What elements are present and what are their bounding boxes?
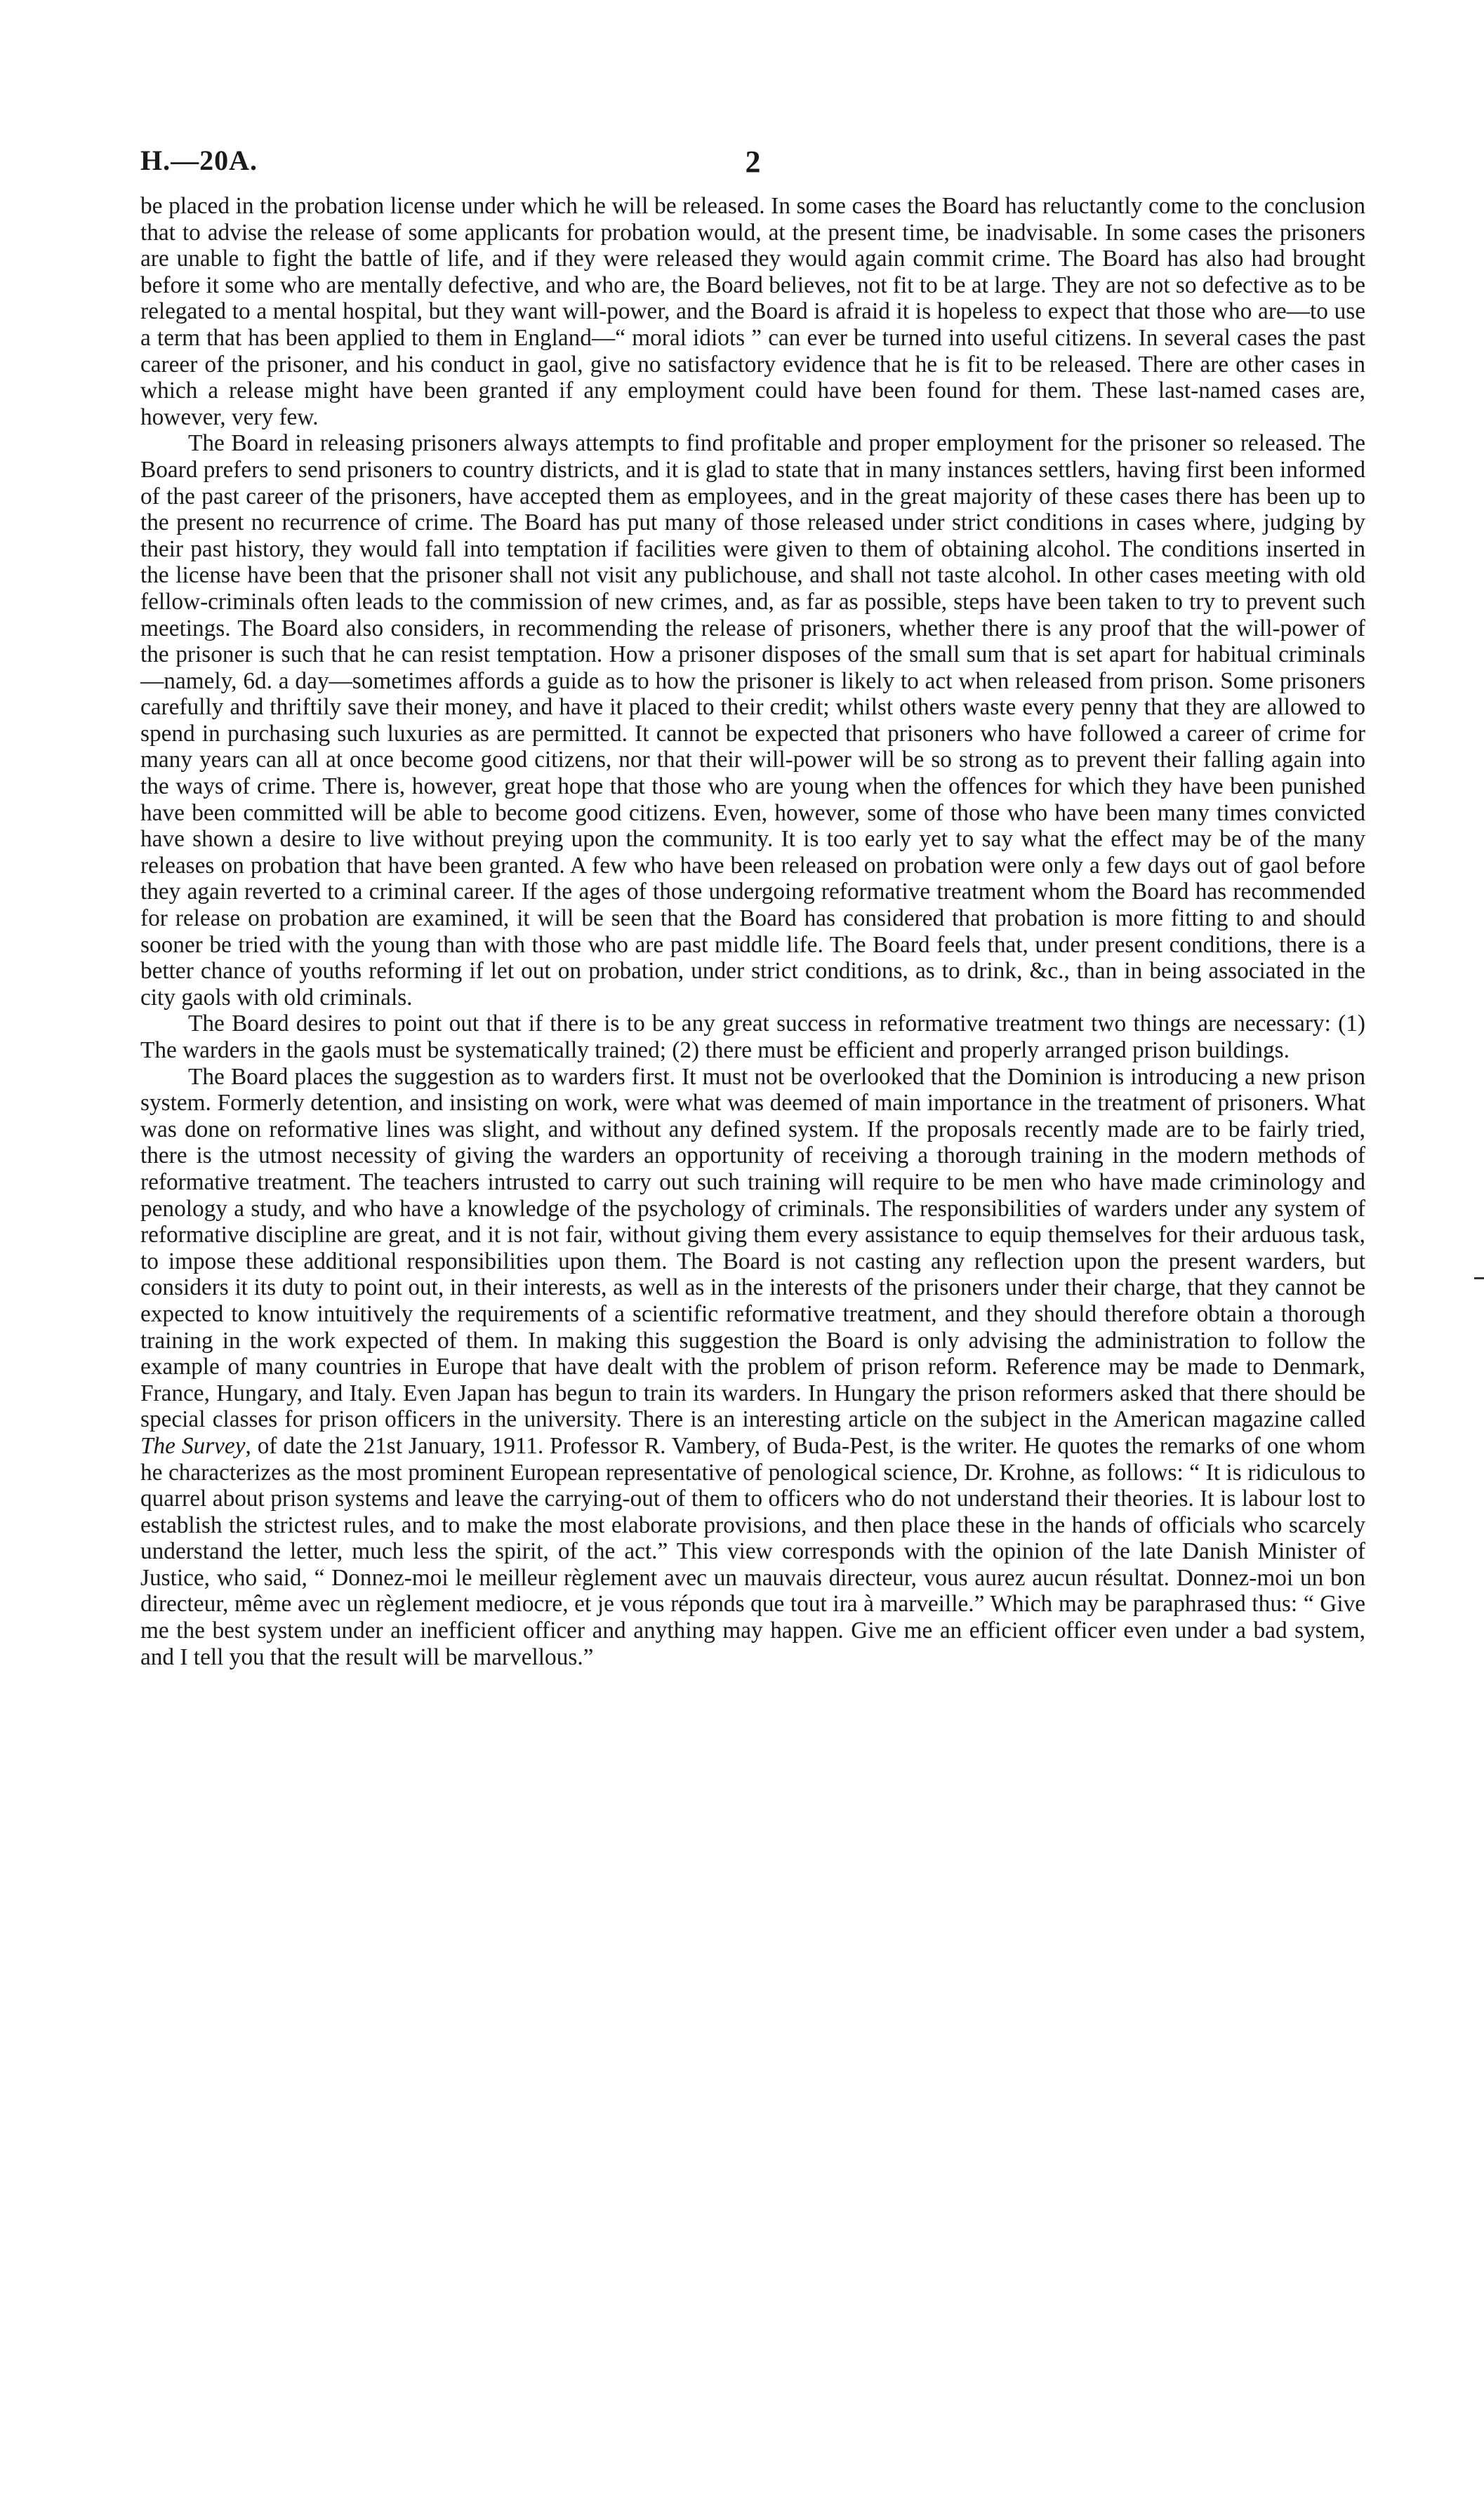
document-page [140, 144, 1365, 1670]
margin-dash-mark [1474, 1277, 1484, 1279]
paragraph-3: The Board desires to point out that if there is to be any great success in reformative treatment two things are necessary: (1) The warders in the gaols must be systematically trained; (2) there must be efficient and properly arranged prison buildings. [140, 1011, 1365, 1063]
page-number: 2 [745, 145, 761, 179]
magazine-title: The Survey [140, 1432, 246, 1459]
paragraph-2: The Board in releasing prisoners always attempts to find profitable and proper employment for the prisoner so released. The Board prefers to send prisoners to country districts, and it is glad to state that in many instances settlers, having first been informed of the past career of the prisoners, have accepted them as employees, and in the great majority of these cases there has been up to the present no recurrence of crime. The Board has put many of those released under strict conditions in cases where, judging by their past history, they would fall into temptation if facilities were given to them of obtaining alcohol. The conditions inserted in the license have been that the prisoner shall not visit any publichouse, and shall not taste alcohol. In other cases meeting with old fellow-criminals often leads to the commission of new crimes, and, as far as possible, steps have been taken to try to prevent such meetings. The Board also considers, in recommending the release of prisoners, whether there is any proof that the will-power of the prisoner is such that he can resist temptation. How a prisoner disposes of the small sum that is set apart for habitual criminals—namely, 6d. a day—sometimes affords a guide as to how the prisoner is likely to act when released from prison. Some prisoners carefully and thriftily save their money, and have it placed to their credit; whilst others waste every penny that they are allowed to spend in purchasing such luxuries as are permitted. It cannot be expected that prisoners who have followed a career of crime for many years can all at once become good citizens, nor that their will-power will be so strong as to prevent their falling again into the ways of crime. There is, however, great hope that those who are young when the offences for which they have been punished have been committed will be able to become good citizens. Even, however, some of those who have been many times convicted have shown a desire to live without preying upon the community. It is too early yet to say what the effect may be of the many releases on probation that have been granted. A few who have been released on probation were only a few days out of gaol before they again reverted to a criminal career. If the ages of those undergoing reformative treatment whom the Board has recommended for release on probation are examined, it will be seen that the Board has considered that probation is more fitting to and should sooner be tried with the young than with those who are past middle life. The Board feels that, under present conditions, there is a better chance of youths reforming if let out on probation, under strict conditions, as to drink, &c., than in being associated in the city gaols with old criminals. [140, 430, 1365, 1011]
page-header [140, 144, 1365, 193]
body-text [140, 193, 1365, 1670]
paragraph-4-part-2: , of date the 21st January, 1911. Professor R. Vambery, of Buda-Pest, is the writer. He quotes the remarks of one whom he characterizes as the most prominent European representative of penological science, Dr. Krohne, as follows: “ It is ridiculous to quarrel about prison systems and leave the carrying-out of them to officers who do not understand their theories. It is labour lost to establish the strictest rules, and to make the most elaborate provisions, and then place these in the hands of officials who scarcely understand the letter, much less the spirit, of the act.” This view corresponds with the opinion of the late Danish Minister of Justice, who said, “ Donnez-moi le meilleur règlement avec un mauvais directeur, vous aurez aucun résultat. Donnez-moi un bon directeur, même avec un règlement mediocre, et je vous réponds que tout ira à marveille.” Which may be paraphrased thus: “ Give me the best system under an inefficient officer and anything may happen. Give me an efficient officer even under a bad system, and I tell you that the result will be marvellous.” [140, 1432, 1365, 1670]
paragraph-4-part-1: The Board places the suggestion as to warders first. It must not be overlooked that the Dominion is introducing a new prison system. Formerly detention, and insisting on work, were what was deemed of main importance in the treatment of prisoners. What was done on reformative lines was slight, and without any defined system. If the proposals recently made are to be fairly tried, there is the utmost necessity of giving the warders an opportunity of receiving a thorough training in the modern methods of reformative treatment. The teachers intrusted to carry out such training will require to be men who have made criminology and penology a study, and who have a knowledge of the psychology of criminals. The responsibilities of warders under any system of reformative discipline are great, and it is not fair, without giving them every assistance to equip themselves for their arduous task, to impose these additional responsibilities upon them. The Board is not casting any reflection upon the present warders, but considers it its duty to point out, in their interests, as well as in the interests of the prisoners under their charge, that they cannot be expected to know intuitively the requirements of a scientific reformative treatment, and they should therefore obtain a thorough training in the work expected of them. In making this suggestion the Board is only advising the administration to follow the example of many countries in Europe that have dealt with the problem of prison reform. Reference may be made to Denmark, France, Hungary, and Italy. Even Japan has begun to train its warders. In Hungary the prison reformers asked that there should be special classes for prison officers in the university. There is an interesting article on the subject in the American magazine called [140, 1063, 1365, 1433]
paragraph-1: be placed in the probation license under which he will be released. In some cases the Board has reluctantly come to the conclusion that to advise the release of some applicants for probation would, at the present time, be inadvisable. In some cases the prisoners are unable to fight the battle of life, and if they were released they would again commit crime. The Board has also had brought before it some who are mentally defective, and who are, the Board believes, not fit to be at large. They are not so defective as to be relegated to a mental hospital, but they want will-power, and the Board is afraid it is hopeless to expect that those who are—to use a term that has been applied to them in England—“ moral idiots ” can ever be turned into useful citizens. In several cases the past career of the prisoner, and his conduct in gaol, give no satisfactory evidence that he is fit to be released. There are other cases in which a release might have been granted if any employment could have been found for them. These last-named cases are, however, very few. [140, 193, 1365, 430]
paragraph-4 [140, 1064, 1365, 1671]
document-reference: H.—20A. [140, 145, 258, 176]
